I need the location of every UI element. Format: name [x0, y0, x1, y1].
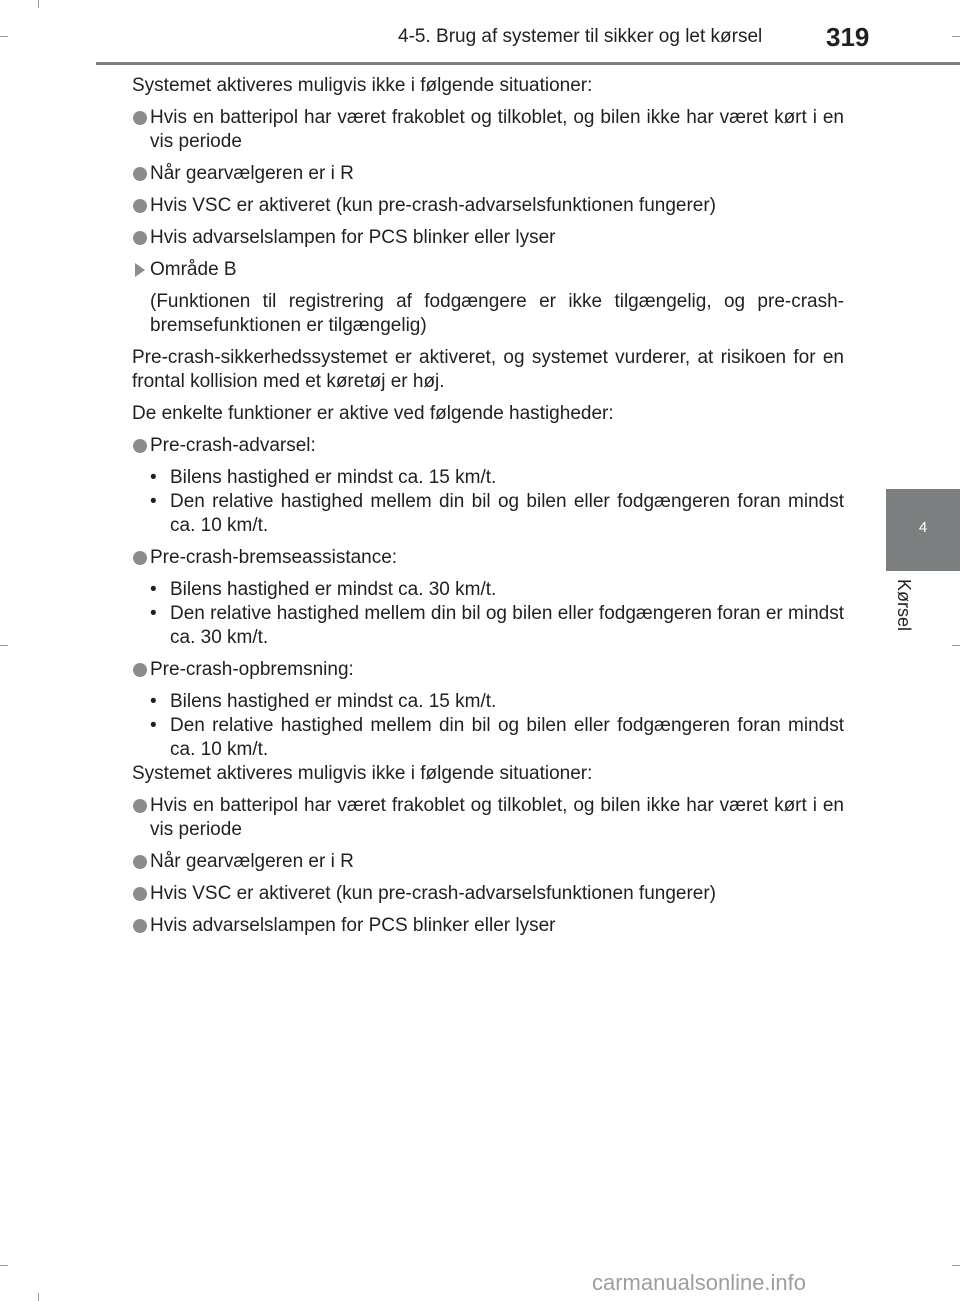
function-label: Pre-crash-opbremsning:	[132, 658, 844, 682]
bullet-dot-icon	[133, 887, 147, 901]
condition-list	[132, 466, 844, 538]
list-item: Hvis advarselslampen for PCS blinker eller lyser	[132, 226, 844, 250]
bullet-dot-icon	[133, 551, 147, 565]
list-item: Hvis en batteripol har været frakoblet og tilkoblet, og bilen ikke har været kørt i en vis periode	[132, 794, 844, 842]
paragraph: De enkelte funktioner er aktive ved følgende hastigheder:	[132, 403, 614, 424]
condition-item: • Bilens hastighed er mindst ca. 15 km/t.	[150, 467, 497, 488]
chapter-tab	[886, 489, 960, 571]
list-item: Når gearvælgeren er i R	[132, 850, 844, 874]
crop-mark	[38, 1293, 39, 1301]
list-item: Hvis advarselslampen for PCS blinker eller lyser	[132, 914, 844, 938]
condition-item: • Den relative hastighed mellem din bil og bilen eller fodgængeren foran mindst ca. 10 km/t.	[150, 715, 844, 760]
crop-mark	[0, 1265, 8, 1266]
chapter-label-box	[893, 579, 917, 639]
paragraph: Systemet aktiveres muligvis ikke i følgende situationer:	[132, 75, 593, 96]
function-label: Pre-crash-advarsel:	[132, 434, 844, 458]
list-item: Hvis VSC er aktiveret (kun pre-crash-advarselsfunktionen fungerer)	[132, 194, 844, 218]
list-item: Når gearvælgeren er i R	[132, 162, 844, 186]
bullet-dot-icon	[133, 919, 147, 933]
page-number: 319	[826, 22, 870, 52]
header-section-title: 4-5. Brug af systemer til sikker og let kørsel	[398, 26, 763, 47]
bullet-small-icon: •	[150, 603, 157, 624]
bullet-small-icon: •	[150, 579, 157, 600]
triangle-marker-icon	[135, 263, 145, 277]
bullet-small-icon: •	[150, 715, 157, 736]
condition-item: • Den relative hastighed mellem din bil og bilen eller fodgængeren foran er mindst ca. 30 km/t.	[150, 603, 844, 648]
bullet-small-icon: •	[150, 467, 157, 488]
bullet-dot-icon	[133, 799, 147, 813]
list-item: Hvis VSC er aktiveret (kun pre-crash-advarselsfunktionen fungerer)	[132, 882, 844, 906]
crop-mark	[38, 0, 39, 8]
chapter-number: 4	[918, 519, 928, 536]
bullet-dot-icon	[133, 231, 147, 245]
bullet-dot-icon	[133, 167, 147, 181]
bullet-dot-icon	[133, 439, 147, 453]
area-note: (Funktionen til registrering af fodgængere er ikke tilgængelig, og pre-crash-bremsefunktionen er tilgængelig)	[150, 291, 844, 336]
condition-list	[132, 578, 844, 650]
condition-item: • Den relative hastighed mellem din bil og bilen eller fodgængeren foran mindst ca. 10 km/t.	[150, 491, 844, 536]
paragraph: Systemet aktiveres muligvis ikke i følgende situationer:	[132, 763, 593, 784]
paragraph: Pre-crash-sikkerhedssystemet er aktiveret, og systemet vurderer, at risikoen for en frontal kollision med et køretøj er høj.	[132, 347, 844, 392]
bullet-small-icon: •	[150, 491, 157, 512]
page-content	[132, 66, 844, 938]
function-label: Pre-crash-bremseassistance:	[132, 546, 844, 570]
chapter-label: Kørsel	[894, 579, 914, 632]
condition-item: • Bilens hastighed er mindst ca. 30 km/t.	[150, 579, 497, 600]
crop-mark	[0, 36, 8, 37]
crop-mark	[0, 645, 8, 646]
bullet-dot-icon	[133, 199, 147, 213]
condition-list	[132, 690, 844, 762]
crop-mark	[952, 36, 960, 37]
crop-mark	[952, 645, 960, 646]
header-rule	[96, 62, 960, 65]
crop-mark	[952, 1265, 960, 1266]
condition-item: • Bilens hastighed er mindst ca. 15 km/t.	[150, 691, 497, 712]
bullet-small-icon: •	[150, 691, 157, 712]
list-item: Hvis en batteripol har været frakoblet og tilkoblet, og bilen ikke har været kørt i en vis periode	[132, 106, 844, 154]
bullet-dot-icon	[133, 663, 147, 677]
area-heading: Område B	[132, 258, 844, 282]
bullet-dot-icon	[133, 855, 147, 869]
bullet-dot-icon	[133, 111, 147, 125]
watermark: carmanualsonline.info	[592, 1270, 807, 1295]
